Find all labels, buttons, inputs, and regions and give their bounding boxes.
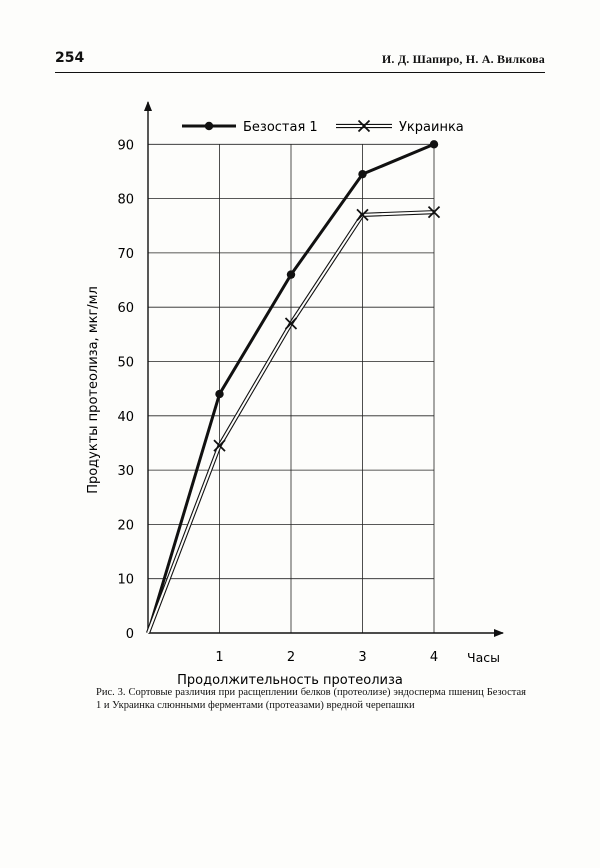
y-tick-label: 0 (125, 627, 134, 642)
x-tick-label: 4 (429, 650, 439, 665)
x-tick-label: 3 (358, 650, 367, 665)
x-tick-label: 2 (286, 650, 296, 665)
page-number: 254 (55, 50, 85, 66)
y-axis-label: Продукты протеолиза, мкг/мл (86, 286, 101, 494)
y-tick-label: 60 (117, 301, 134, 317)
data-point-bezostaya (215, 390, 223, 398)
y-tick-label: 80 (117, 192, 134, 208)
y-tick-label: 50 (117, 355, 134, 371)
figure-caption: Рис. 3. Сортовые различия при расщеплении белков (протеолизе) эндосперма пшениц Безостая 1 и Украинка слюнными ферментами (протеазами) вредной черепашки (96, 687, 526, 711)
legend-label-bezostaya: Безостая 1 (243, 120, 318, 135)
legend-marker-bezostaya (205, 122, 213, 130)
y-tick-label: 30 (117, 464, 134, 480)
y-tick-label: 90 (117, 138, 134, 154)
running-head-authors: И. Д. Шапиро, Н. А. Вилкова (381, 52, 545, 66)
x-unit-label: Часы (467, 650, 500, 665)
y-tick-label: 70 (117, 246, 134, 262)
y-tick-label: 20 (117, 518, 134, 534)
grid (148, 144, 434, 633)
data-point-bezostaya (358, 170, 366, 178)
x-tick-label: 1 (215, 650, 224, 665)
x-axis-label: Продолжительность протеолиза (177, 673, 403, 688)
y-tick-label: 10 (117, 572, 134, 588)
axes (148, 102, 503, 633)
legend (182, 120, 464, 135)
legend-label-ukrainka: Украинка (399, 120, 464, 135)
data-point-bezostaya (287, 270, 295, 278)
series (148, 140, 440, 633)
y-tick-label: 40 (117, 409, 134, 425)
data-point-bezostaya (430, 140, 438, 148)
